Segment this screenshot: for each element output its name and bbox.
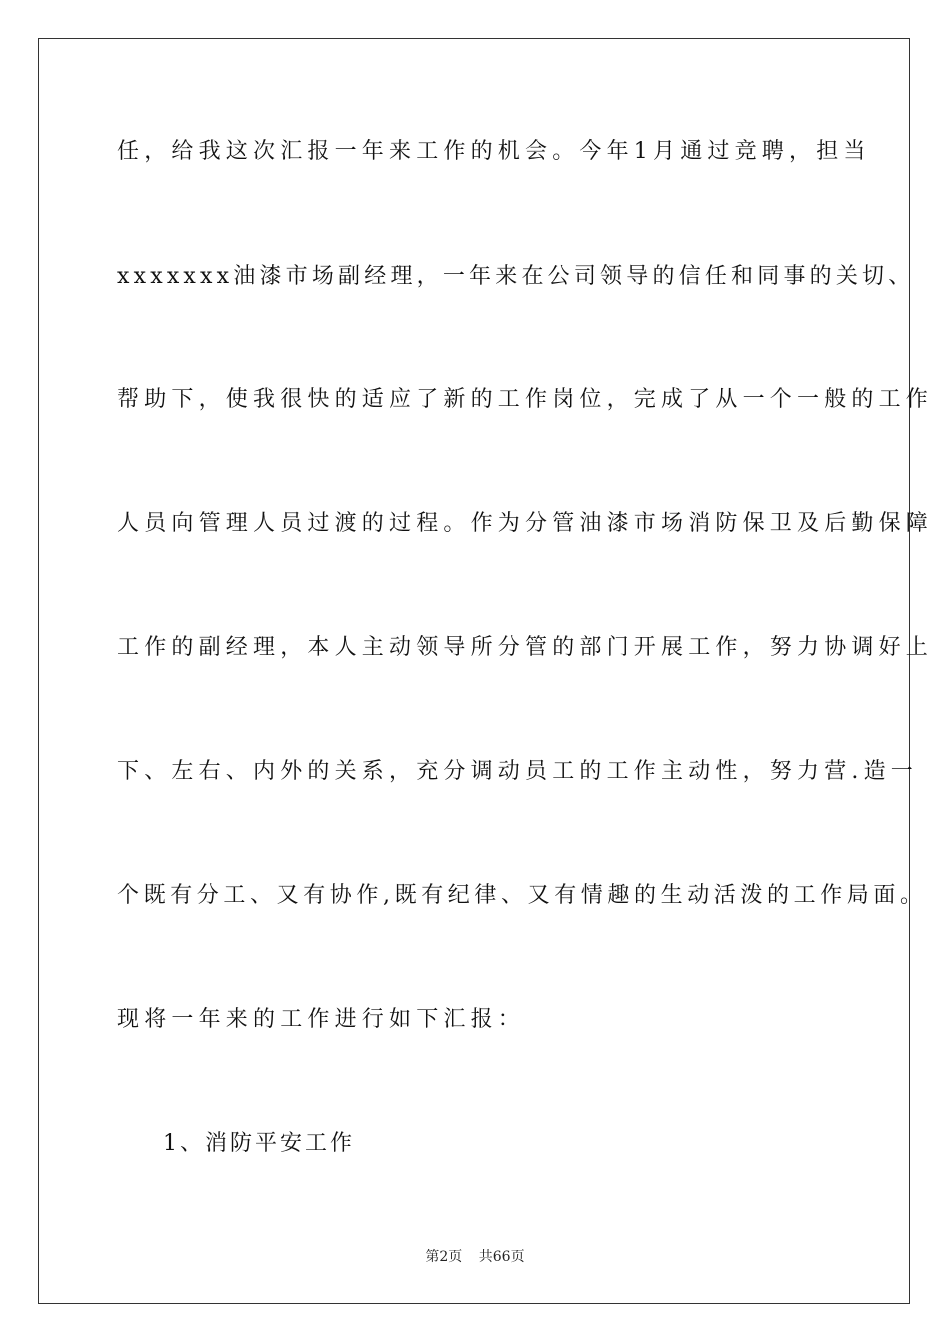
page-border (38, 38, 934, 1304)
paragraph-line-4: 人员向管理人员过渡的过程。作为分管油漆市场消防保卫及后勤保障 (117, 511, 934, 536)
paragraph-line-2: xxxxxxx油漆市场副经理，一年来在公司领导的信任和同事的关切、 (117, 264, 915, 289)
page-footer (0, 1247, 950, 1267)
page-number: 第2页 (425, 1249, 463, 1265)
total-pages: 共66页 (478, 1249, 525, 1265)
paragraph-line-6: 下、左右、内外的关系，充分调动员工的工作主动性，努力营.造一 (117, 759, 918, 784)
paragraph-line-3: 帮助下，使我很快的适应了新的工作岗位，完成了从一个一般的工作 (117, 387, 934, 412)
paragraph-line-5: 工作的副经理，本人主动领导所分管的部门开展工作，努力协调好上 (117, 635, 934, 660)
paragraph-line-1: 任，给我这次汇报一年来工作的机会。今年1月通过竞聘，担当 (117, 139, 871, 164)
paragraph-line-7: 个既有分工、又有协作,既有纪律、又有情趣的生动活泼的工作局面。 (117, 883, 927, 908)
paragraph-line-8: 现将一年来的工作进行如下汇报： (117, 1007, 526, 1032)
section-heading: 1、消防平安工作 (163, 1131, 355, 1156)
